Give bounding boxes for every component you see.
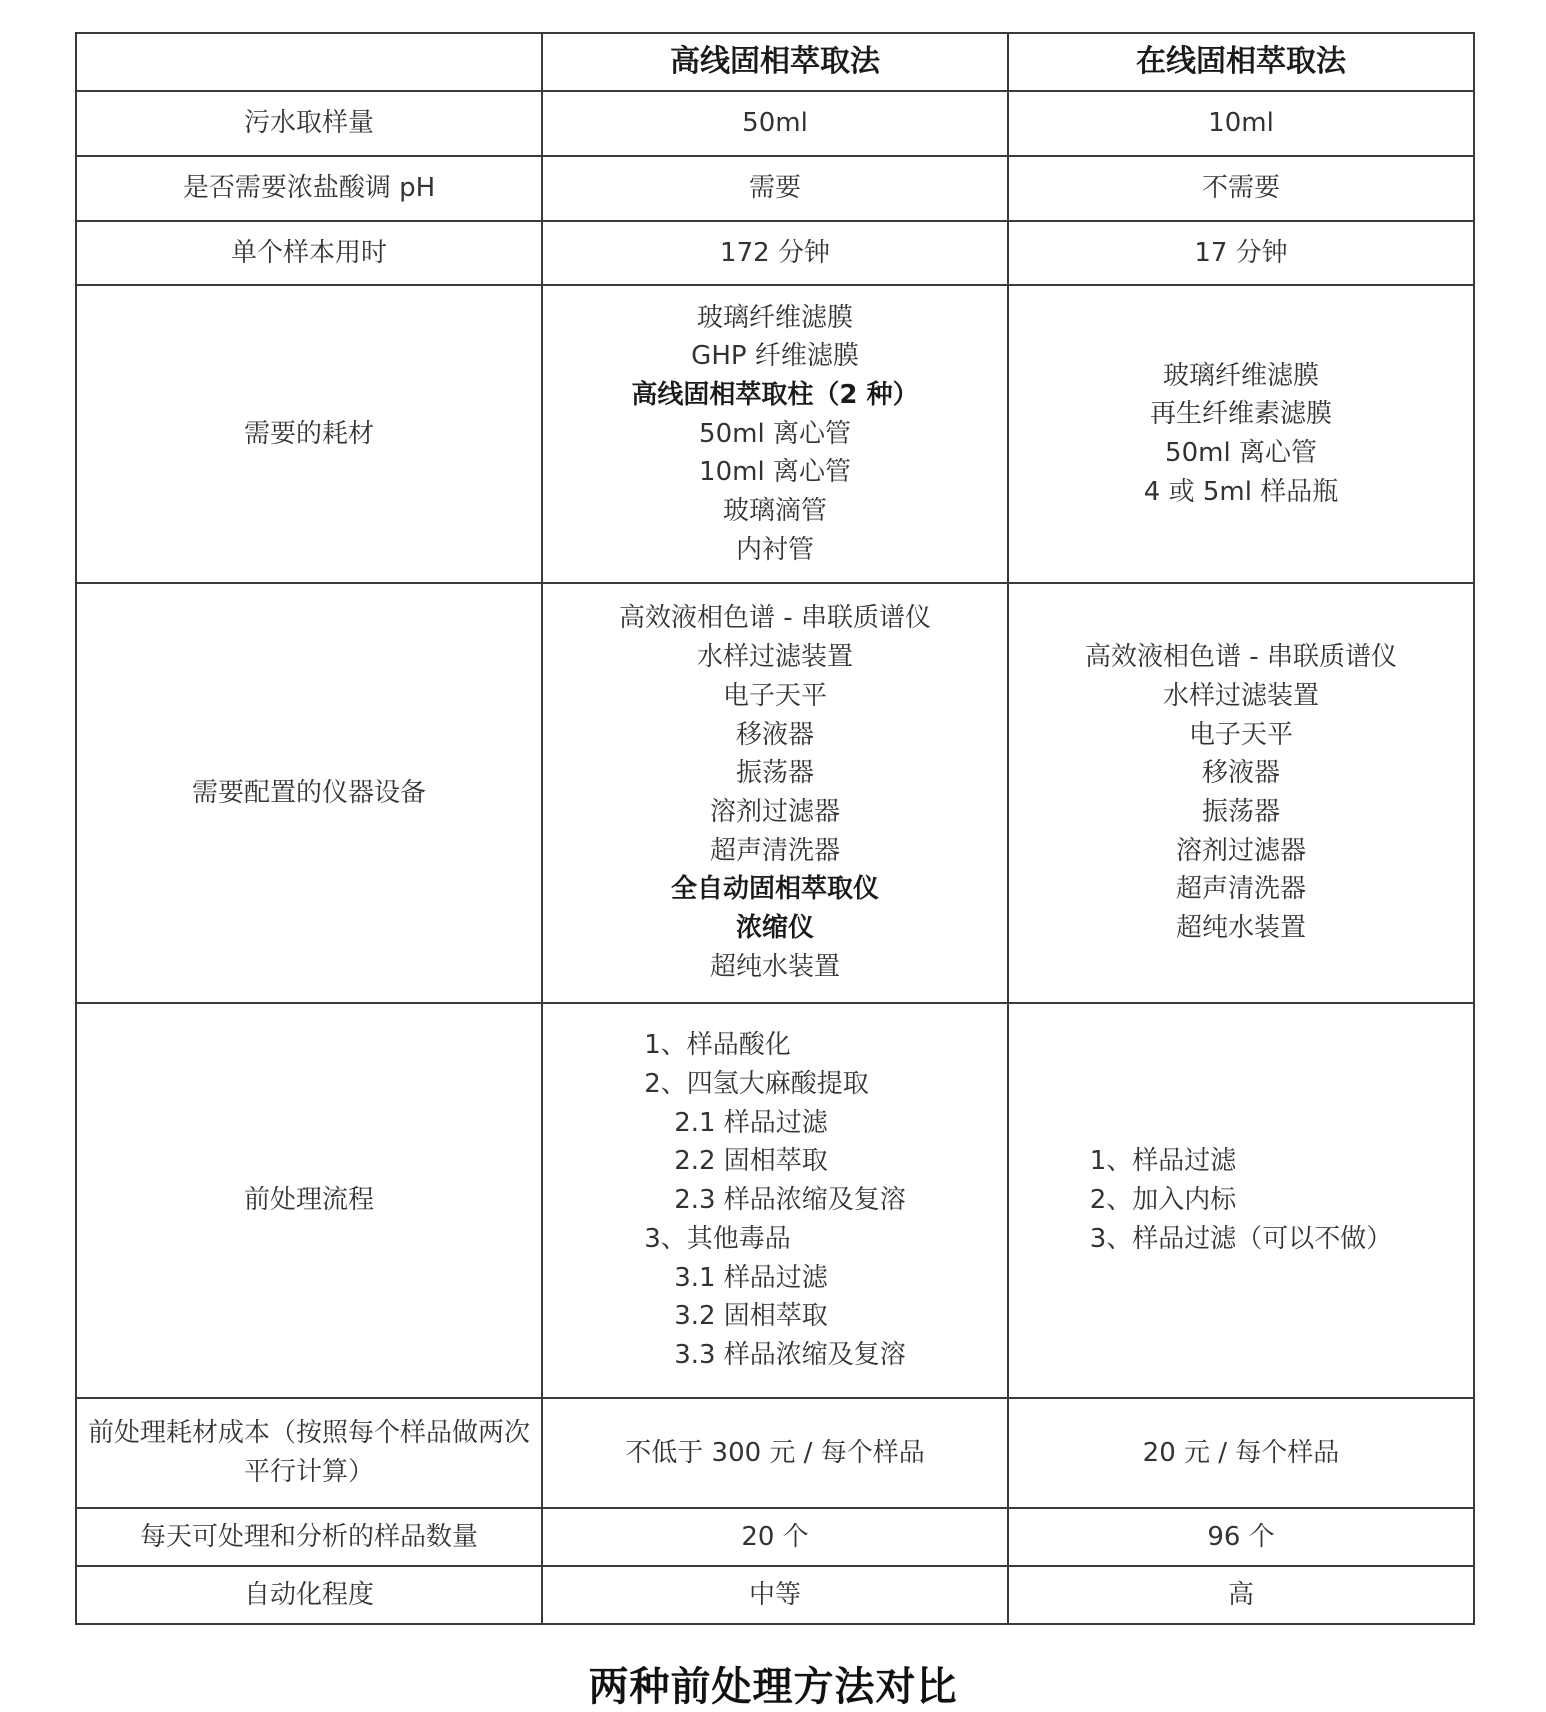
row-label: 污水取样量 bbox=[76, 91, 542, 156]
list-item: 玻璃纤维滤膜 bbox=[1162, 360, 1319, 391]
list-item: 3、其他毒品 bbox=[644, 1223, 791, 1254]
row-label: 前处理耗材成本（按照每个样品做两次平行计算） bbox=[76, 1398, 542, 1508]
list-item: 高线固相萃取柱（2 种） bbox=[631, 379, 919, 410]
online-value: 96 个 bbox=[1008, 1508, 1474, 1566]
list-item: 2.3 样品浓缩及复溶 bbox=[674, 1185, 906, 1216]
list-item: 2、加入内标 bbox=[1089, 1185, 1237, 1216]
row-label: 单个样本用时 bbox=[76, 221, 542, 285]
online-process bbox=[1008, 1003, 1474, 1398]
row-label: 自动化程度 bbox=[76, 1566, 542, 1624]
list-item: 10ml 离心管 bbox=[699, 457, 851, 488]
list-item: 3、样品过滤（可以不做） bbox=[1089, 1223, 1393, 1254]
row-label: 前处理流程 bbox=[76, 1003, 542, 1398]
list-item: 溶剂过滤器 bbox=[709, 797, 840, 827]
offline-process bbox=[542, 1003, 1008, 1398]
offline-instruments bbox=[542, 583, 1008, 1003]
list-item: 玻璃滴管 bbox=[722, 496, 827, 527]
list-item: 2.1 样品过滤 bbox=[674, 1107, 828, 1138]
table-row bbox=[76, 1003, 1474, 1398]
online-value: 20 元 / 每个样品 bbox=[1008, 1398, 1474, 1508]
offline-value: 50ml bbox=[542, 91, 1008, 156]
list-item: 电子天平 bbox=[1188, 719, 1293, 750]
list-item: 移液器 bbox=[1201, 758, 1280, 789]
list-item: 超纯水装置 bbox=[709, 951, 840, 982]
list-item: 1、样品酸化 bbox=[644, 1030, 791, 1061]
row-label: 需要配置的仪器设备 bbox=[76, 583, 542, 1003]
figure-caption: 两种前处理方法对比 bbox=[588, 1664, 958, 1710]
list-item: 水样过滤装置 bbox=[696, 642, 853, 673]
header-offline-spe: 高线固相萃取法 bbox=[542, 33, 1008, 91]
process-steps bbox=[644, 1026, 906, 1374]
process-steps bbox=[1090, 1142, 1393, 1258]
list-item: 超纯水装置 bbox=[1175, 913, 1306, 944]
header-row bbox=[76, 33, 1474, 91]
list-item: 高效液相色谱 - 串联质谱仪 bbox=[619, 603, 931, 634]
table-row bbox=[76, 1508, 1474, 1566]
header-empty-cell bbox=[76, 33, 542, 91]
online-value: 17 分钟 bbox=[1008, 221, 1474, 285]
list-item: 50ml 离心管 bbox=[1165, 438, 1317, 468]
offline-consumables bbox=[542, 285, 1008, 583]
table-row bbox=[76, 156, 1474, 221]
list-item: 3.3 样品浓缩及复溶 bbox=[674, 1339, 906, 1370]
offline-value: 172 分钟 bbox=[542, 221, 1008, 285]
offline-value: 中等 bbox=[542, 1566, 1008, 1624]
comparison-table bbox=[75, 32, 1475, 1625]
offline-value: 20 个 bbox=[542, 1508, 1008, 1566]
online-consumables bbox=[1008, 285, 1474, 583]
list-item: 内衬管 bbox=[735, 534, 814, 565]
list-item: 4 或 5ml 样品瓶 bbox=[1143, 476, 1339, 507]
list-item: 浓缩仪 bbox=[735, 913, 814, 944]
list-item: 溶剂过滤器 bbox=[1175, 835, 1306, 866]
table-row bbox=[76, 91, 1474, 156]
list-item: GHP 纤维滤膜 bbox=[691, 341, 859, 372]
list-item: 振荡器 bbox=[735, 758, 814, 789]
header-online-spe: 在线固相萃取法 bbox=[1008, 33, 1474, 91]
online-value: 高 bbox=[1008, 1566, 1474, 1624]
list-item: 3.2 固相萃取 bbox=[674, 1301, 828, 1332]
list-item: 全自动固相萃取仪 bbox=[670, 874, 879, 905]
row-label: 每天可处理和分析的样品数量 bbox=[76, 1508, 542, 1566]
online-value: 不需要 bbox=[1008, 156, 1474, 221]
list-item: 50ml 离心管 bbox=[699, 418, 851, 449]
offline-value: 需要 bbox=[542, 156, 1008, 221]
comparison-table-container bbox=[75, 32, 1473, 1625]
offline-value: 不低于 300 元 / 每个样品 bbox=[542, 1398, 1008, 1508]
list-item: 超声清洗器 bbox=[1175, 874, 1306, 905]
online-instruments bbox=[1008, 583, 1474, 1003]
list-item: 3.1 样品过滤 bbox=[674, 1262, 828, 1293]
online-value: 10ml bbox=[1008, 91, 1474, 156]
list-item: 超声清洗器 bbox=[709, 835, 840, 866]
list-item: 2、四氢大麻酸提取 bbox=[644, 1069, 869, 1100]
list-item: 移液器 bbox=[735, 719, 814, 750]
table-row bbox=[76, 285, 1474, 583]
list-item: 水样过滤装置 bbox=[1162, 680, 1319, 711]
table-row bbox=[76, 1398, 1474, 1508]
list-item: 玻璃纤维滤膜 bbox=[696, 302, 853, 333]
list-item: 1、样品过滤 bbox=[1089, 1146, 1237, 1177]
list-item: 再生纤维素滤膜 bbox=[1149, 399, 1332, 430]
list-item: 电子天平 bbox=[722, 680, 827, 711]
row-label: 需要的耗材 bbox=[76, 285, 542, 583]
list-item: 2.2 固相萃取 bbox=[674, 1146, 828, 1177]
table-row bbox=[76, 583, 1474, 1003]
row-label: 是否需要浓盐酸调 pH bbox=[76, 156, 542, 221]
list-item: 高效液相色谱 - 串联质谱仪 bbox=[1085, 642, 1397, 673]
table-row bbox=[76, 221, 1474, 285]
list-item: 振荡器 bbox=[1201, 797, 1280, 827]
table-row bbox=[76, 1566, 1474, 1624]
